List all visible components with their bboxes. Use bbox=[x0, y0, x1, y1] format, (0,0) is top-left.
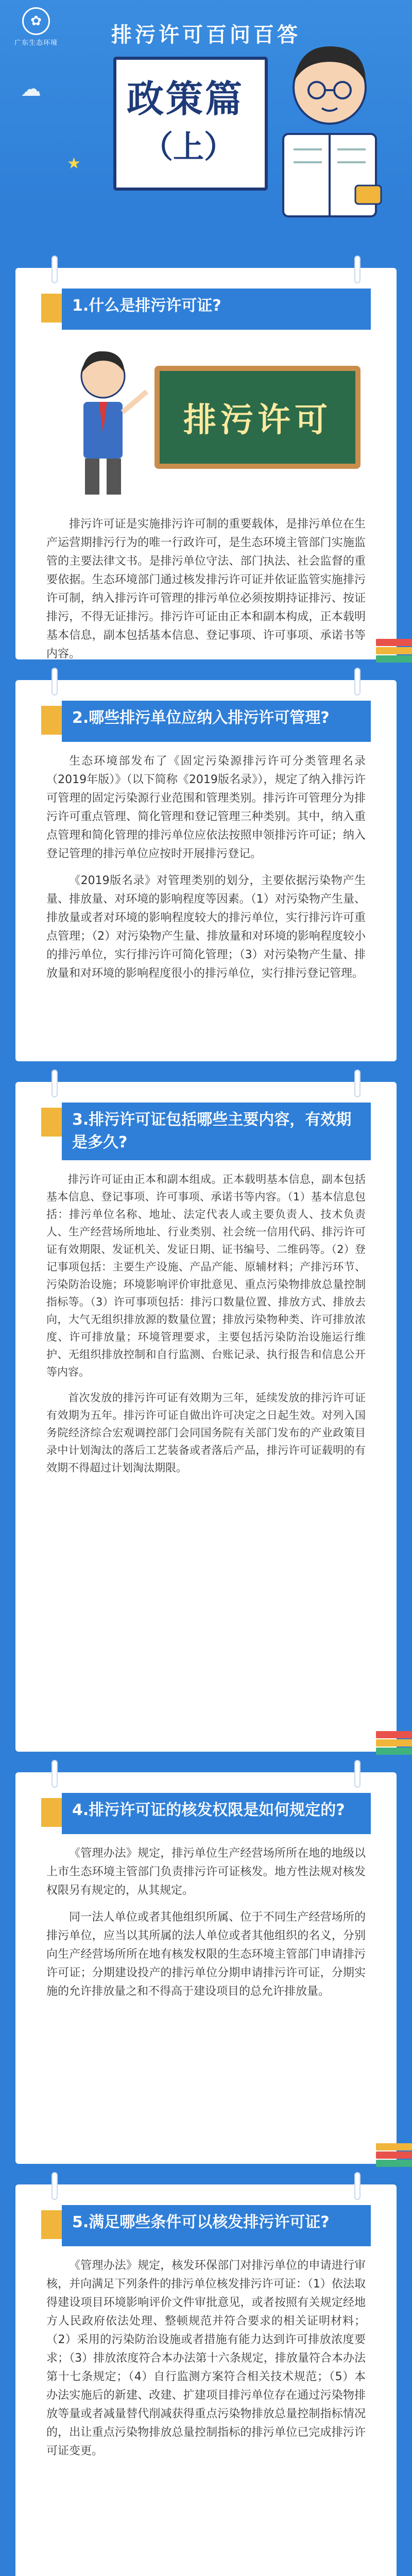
section-title: 3.排污许可证包括哪些主要内容，有效期是多久? bbox=[72, 1111, 352, 1151]
paragraph: 首次发放的排污许可证有效期为三年，延续发放的排污许可证有效期为五年。排污许可证自做出许可决定之日起生效。对列入国务院经济综合宏观调控部门会同国务院有关部门发布的产业政策目录中计划淘汰的落后工艺装备或者落后产品，排污许可证载明的有效期不得超过计划淘汰期限。 bbox=[46, 1392, 366, 1474]
section-header bbox=[41, 1793, 371, 1834]
chalkboard bbox=[154, 366, 360, 469]
pin-left bbox=[52, 256, 58, 283]
reader-illustration-icon bbox=[263, 31, 397, 247]
section-header bbox=[41, 2205, 371, 2246]
paragraph: 《管理办法》规定，排污单位生产经营场所所在地的地级以上市生态环境主管部门负责排污许可证核发。地方性法规对核发权限另有规定的，从其规定。 bbox=[46, 1847, 366, 1897]
books-icon bbox=[376, 639, 412, 664]
paragraph: 《2019版名录》对管理类别的划分，主要依据污染物产生量、排放量、对环境的影响程度等因素。（1）对污染物产生量、排放量或者对环境的影响程度较大的排污单位，实行排污许可重点管理；（2）对污染物产生量、排放量和对环境的影响程度较小的排污单位，实行排污许可简化管理；（3）对污染物产生量、排放量和对环境的影响程度很小的排污单位，实行排污登记管理。 bbox=[46, 874, 366, 980]
cloud-icon: ☁ bbox=[21, 77, 41, 101]
section-5 bbox=[15, 2184, 397, 2576]
paragraph: 《管理办法》规定，核发环保部门对排污单位的申请进行审核，并向满足下列条件的排污单位核发排污许可证：（1）依法取得建设项目环境影响评价文件审批意见，或者按照有关规定经地方人民政府依法处理、整顿规范并符合要求的相关证明材料；（2）采用的污染防治设施或者措施有能力达到许可排放浓度要求；（3）排放浓度符合本办法第十六条规定，排放量符合本办法第十七条规定；（4）自行监测方案符合相关技术规范；（5）本办法实施后的新建、改建、扩建项目排污单位存在通过污染物排放等量或者减量替代削减获得重点污染物排放总量控制指标情况的，出让重点污染物排放总量控制指标的排污单位已完成排污许可证变更。 bbox=[46, 2259, 366, 2458]
pin-left bbox=[52, 1760, 58, 1788]
pin-right bbox=[354, 1760, 360, 1788]
section-header bbox=[41, 289, 371, 330]
paragraph: 生态环境部发布了《固定污染源排污许可分类管理名录（2019年版）》（以下简称《2019版名录》），规定了纳入排污许可管理的固定污染源行业范围和管理类别。排污许可管理分为排污许可重点管理、简化管理和登记管理三种类别。其中，纳入重点管理和简化管理的排污单位应依法按照申领排污许可证；纳入登记管理的排污单位应按时开展排污登记。 bbox=[46, 755, 366, 860]
section-4 bbox=[15, 1772, 397, 2164]
pin-left bbox=[52, 668, 58, 696]
illustration bbox=[36, 340, 376, 505]
section-title: 4.排污许可证的核发权限是如何规定的? bbox=[72, 1801, 345, 1819]
hero-subtitle: 政策篇 bbox=[127, 77, 245, 121]
pin-right bbox=[354, 1070, 360, 1097]
section-1 bbox=[15, 268, 397, 659]
section-title: 2.哪些排污单位应纳入排污许可管理? bbox=[72, 709, 330, 727]
pin-right bbox=[354, 668, 360, 696]
star-icon: ★ bbox=[67, 155, 81, 173]
hero-subtitle-part: （上） bbox=[142, 129, 235, 165]
pin-left bbox=[52, 2172, 58, 2200]
paragraph: 排污许可证是实施排污许可制的重要载体，是排污单位在生产运营期排污行为的唯一行政许可，是生态环境主管部门实施监管的主要法律文书。是排污单位守法、部门执法、社会监督的重要依据。生态环境部门通过核发排污许可证并依证监管实施排污许可制，纳入排污许可管理的排污单位必须按期持证排污、按证排污，不得无证排污。排污许可证由正本和副本构成，正本载明基本信息，副本包括基本信息、登记事项、许可事项、承诺书等内容。 bbox=[46, 518, 366, 660]
logo-emblem-icon: ✿ bbox=[22, 7, 50, 35]
teacher-icon bbox=[57, 345, 149, 500]
section-header bbox=[41, 701, 371, 742]
pin-left bbox=[52, 1070, 58, 1097]
logo-text: 广东生态环境 bbox=[14, 39, 58, 47]
section-header bbox=[41, 1103, 371, 1160]
section-3 bbox=[15, 1082, 397, 1752]
hero-banner bbox=[113, 57, 268, 191]
section-title: 1.什么是排污许可证? bbox=[72, 297, 221, 315]
books-icon bbox=[376, 2143, 412, 2168]
paragraph: 排污许可证由正本和副本组成。正本载明基本信息，副本包括基本信息、登记事项、许可事项、承诺书等内容。（1）基本信息包括：排污单位名称、地址、法定代表人或主要负责人、技术负责人、生产经营场所地址、行业类别、社会统一信用代码、排污许可证有效期限、发证机关、发证日期、证书编号、二维码等。（2）登记事项包括：主要生产设施、产品产能、原辅材料；产排污环节、污染防治设施；环境影响评价审批意见、重点污染物排放总量控制指标等。（3）许可事项包括：排污口数量位置、排放方式、排放去向，大气无组织排放源的数量位置；排放污染物种类、许可排放浓度、许可排放量；环境管理要求，主要包括污染防治设施运行维护、无组织排放控制和自行监测、台账记录、执行报告和信息公开等内容。 bbox=[46, 1173, 366, 1378]
books-icon bbox=[376, 1731, 412, 1756]
page-title: 排污许可百问百答 bbox=[111, 23, 301, 47]
pin-right bbox=[354, 2172, 360, 2200]
header bbox=[0, 0, 412, 289]
section-2 bbox=[15, 680, 397, 1061]
pin-right bbox=[354, 256, 360, 283]
paragraph: 同一法人单位或者其他组织所属、位于不同生产经营场所的排污单位，应当以其所属的法人单位或者其他组织的名义，分别向生产经营场所所在地有核发权限的生态环境主管部门申请排污许可证；分期建设投产的排污单位分期申请排污许可证，分期实施的允许排放量之和不得高于建设项目的总允许排放量。 bbox=[46, 1911, 366, 1998]
chalkboard-text: 排污许可 bbox=[183, 401, 332, 439]
section-title: 5.满足哪些条件可以核发排污许可证? bbox=[72, 2213, 330, 2231]
